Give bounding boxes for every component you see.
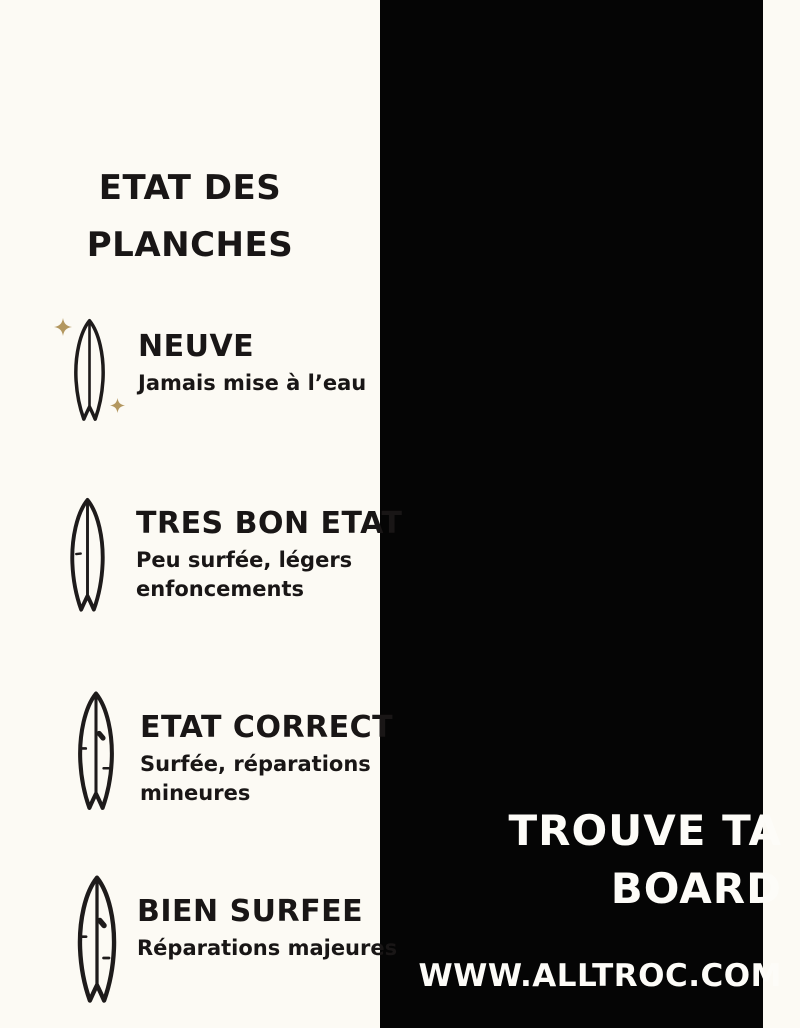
condition-item-etat-correct — [140, 710, 393, 808]
condition-desc: Peu surfée, légers — [136, 548, 353, 572]
page-title-line1: ETAT DES — [98, 168, 282, 208]
condition-name: TRES BON ETAT — [136, 506, 403, 541]
condition-item-neuve — [138, 329, 366, 398]
sparkle-icon — [110, 398, 125, 413]
condition-desc: Réparations majeures — [137, 936, 398, 960]
condition-item-bien-surfee — [137, 894, 397, 963]
page-title — [0, 160, 380, 274]
condition-desc: Jamais mise à l’eau — [138, 371, 367, 395]
condition-desc: Surfée, réparations — [140, 752, 371, 776]
surfboard-sparkles-icon — [48, 308, 134, 434]
surfboard-minor-repairs-icon — [74, 691, 118, 813]
condition-desc: mineures — [140, 781, 251, 805]
surfboard-small-ding-icon — [68, 497, 107, 615]
sparkle-icon — [54, 318, 72, 336]
tagline — [508, 802, 782, 918]
tagline-line2: BOARD — [610, 864, 782, 913]
condition-name: BIEN SURFEE — [137, 894, 364, 929]
website-url: WWW.ALLTROC.COM — [418, 958, 782, 994]
condition-item-tres-bon-etat — [136, 506, 403, 604]
tagline-line1: TROUVE TA — [508, 806, 782, 855]
condition-desc: enfoncements — [136, 577, 305, 601]
page-title-line2: PLANCHES — [86, 225, 294, 265]
condition-name: ETAT CORRECT — [140, 710, 394, 745]
condition-name: NEUVE — [138, 329, 255, 364]
surfboard-major-repairs-icon — [72, 875, 122, 1006]
